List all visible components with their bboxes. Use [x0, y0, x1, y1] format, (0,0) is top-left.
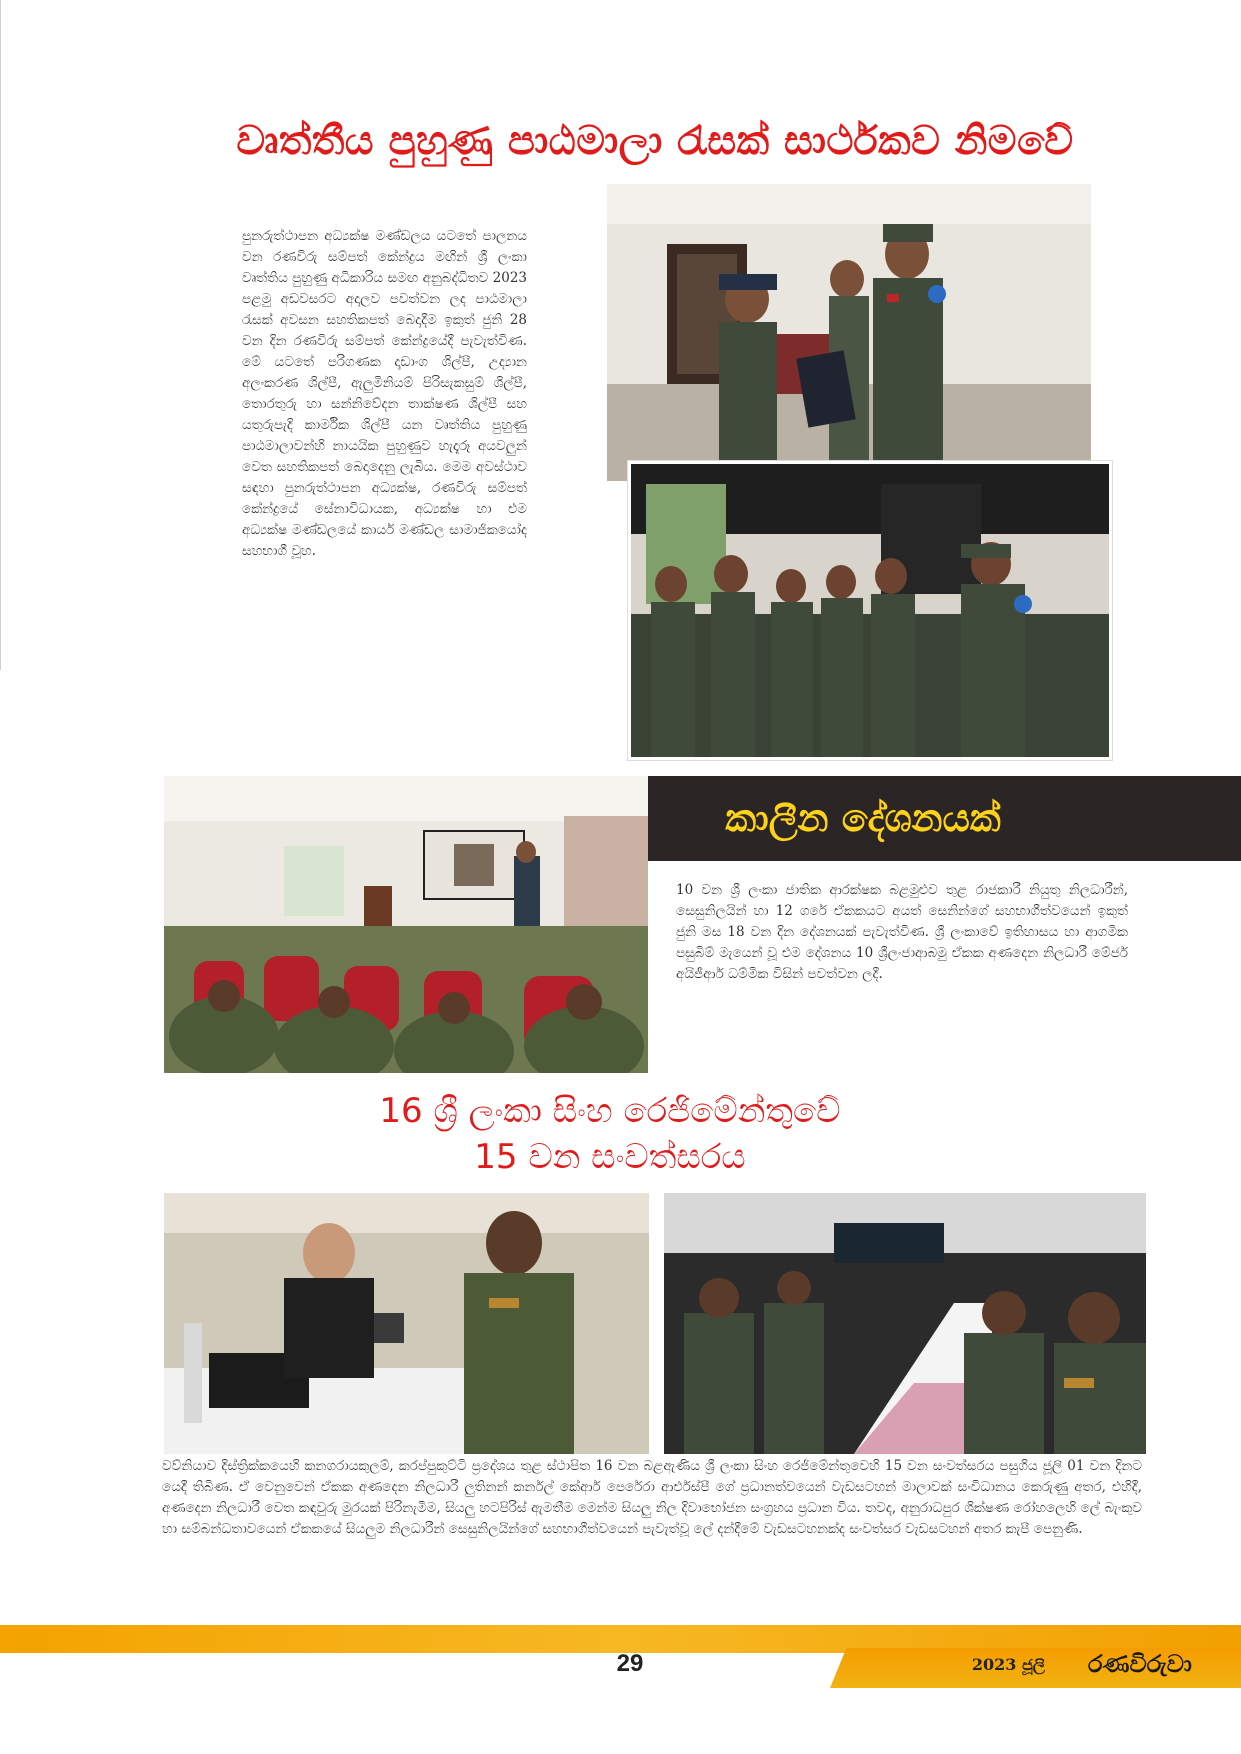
article3-title — [300, 1088, 920, 1180]
article3-body: වව්නියාව දිස්ත්‍රික්කයෙහි කනගරායකුලම්, කරප්පුකුට්ටි ප්‍රදේශය තුළ ස්ථාපිත 16 වන බළඇණිය ශ්‍රී ලංකා සිංහ රෙජිමේන්තුවෙහි 15 වන සංවත්සරය පසුගිය ජූලි 01 වන දිනට යෙදී තිබිණ. ඒ වෙනුවෙන් ඒකක අණදෙන නිලධාරී ලුතිනන් කර්නල් කේආර් පෙරේරා ආර්එස්පී ගේ ප්‍රධානත්වයෙන් වැඩසටහන් මාලාවක් සංවිධානය කෙරුණු අතර, එහිදී, අණදෙන නිලධාරී වෙත කඳවුරු මුරයක් පිරිනැමීම, සියලු හටපිරිස් ඇමතීම මෙන්ම සියලු නිල දිවාභෝජන සංග්‍රහය ප්‍රධාන විය. තවද, අනුරාධපුර ශික්ෂණ රෝහලෙහි ලේ බැංකුව හා සම්බන්ධතාවයෙන් ඒකකයේ සියලුම නිලධාරීන් සෙසුනිලයින්ගේ සහභාගීත්වයෙන් පැවැත්වූ ලේ දන්දීමේ වැඩසටහනක්ද සංවත්සර වැඩසටහන් අතර කැපී පෙනුණි. — [162, 1458, 1142, 1537]
blood-donation-photo — [164, 1193, 649, 1454]
page-number: 29 — [616, 1650, 644, 1677]
anniversary-dinner-photo — [664, 1193, 1146, 1454]
page-left-rule — [0, 0, 1, 670]
trainees-group-photo — [628, 461, 1112, 760]
lecture-hall-photo — [164, 776, 648, 1073]
article1-title: වෘත්තීය පුහුණු පාඨමාලා රැසක් සාර්ථකව නිමවේ — [236, 118, 1074, 164]
issue-date: 2023 ජූලි — [971, 1655, 1045, 1674]
article3-title-line2: 15 වන සංවත්සරය — [474, 1137, 746, 1177]
magazine-name: රණවිරුවා — [1088, 1650, 1192, 1678]
article3-title-line1: 16 ශ්‍රී ලංකා සිංහ රෙජිමේන්තුවේ — [379, 1091, 841, 1131]
article2-title: කාලීන දේශනයක් — [725, 796, 1001, 840]
certificate-ceremony-photo — [607, 184, 1091, 481]
article1-body: පුනරුත්ථාපන අධ්‍යක්ෂ මණ්ඩලය යටතේ පාලනය වන රණවිරු සම්පත් කේන්ද්‍රය මඟින් ශ්‍රී ලංකා වෘත්තිය පුහුණු අධිකාරිය සමඟ අනුබද්ධිතව 2023 පළමු අඩවසරට අදාලව පවත්වන ලද පාඨමාලා රැසක් අවසන සහතිකපත් බෙදාදීම ඉකුත් ජුනි 28 වන දින රණවිරු සම්පත් කේන්ද්‍රයේදී පැවැත්විණ. මේ යටතේ පරිගණක දෘඩාංග ශිල්පී, උද්‍යාන අලංකරණ ශිල්පී, ඇලුමිනියම් පිරිසැකසුම් ශිල්පී, තොරතුරු හා සන්නිවේදන තාක්ෂණ ශිල්පී සහ යතුරුපැදි කාර්මික ශිල්පී යන වෘත්තිය පුහුණු පාඨමාලාවන්හි නායයික පුහුණුව හැදෑරූ අයවලුන් වෙත සහතිකපත් බෙදාදෙනු ලැබිය. මෙම අවස්ථාව සඳහා පුනරුත්ථාපන අධ්‍යක්ෂ, රණවිරු සම්පත් කේන්ද්‍රයේ සේනාවිධායක, අධ්‍යක්ෂ හා එම අධ්‍යක්ෂ මණ්ඩලයේ කාර්ය මණ්ඩල සාමාජිකයෝද සහභාගී වූහ. — [242, 228, 527, 559]
article2-body: 10 වන ශ්‍රී ලංකා ජාතික ආරක්ෂක බළමුළුව තුළ රාජකාරී නියුතු නිලධාරීන්, සෙසුනිලයින් හා 12 ගරේ ඒකකයට අයත් සෙනින්ගේ සහභාගීත්වයෙන් ඉකුත් ජුනි මස 18 වන දින දේශනයක් පැවැත්විණ. ශ්‍රී ලංකාවේ ඉතිහාසය හා ආගමික පසුබිම් මැයෙන් වූ එම දේශනය 10 ශ්‍රීලංජාආබමු ඒකක අණදෙන නිලධාරී මේජර් අයිජීආර් ධම්මික විසින් පවත්වන ලදී. — [676, 882, 1128, 982]
